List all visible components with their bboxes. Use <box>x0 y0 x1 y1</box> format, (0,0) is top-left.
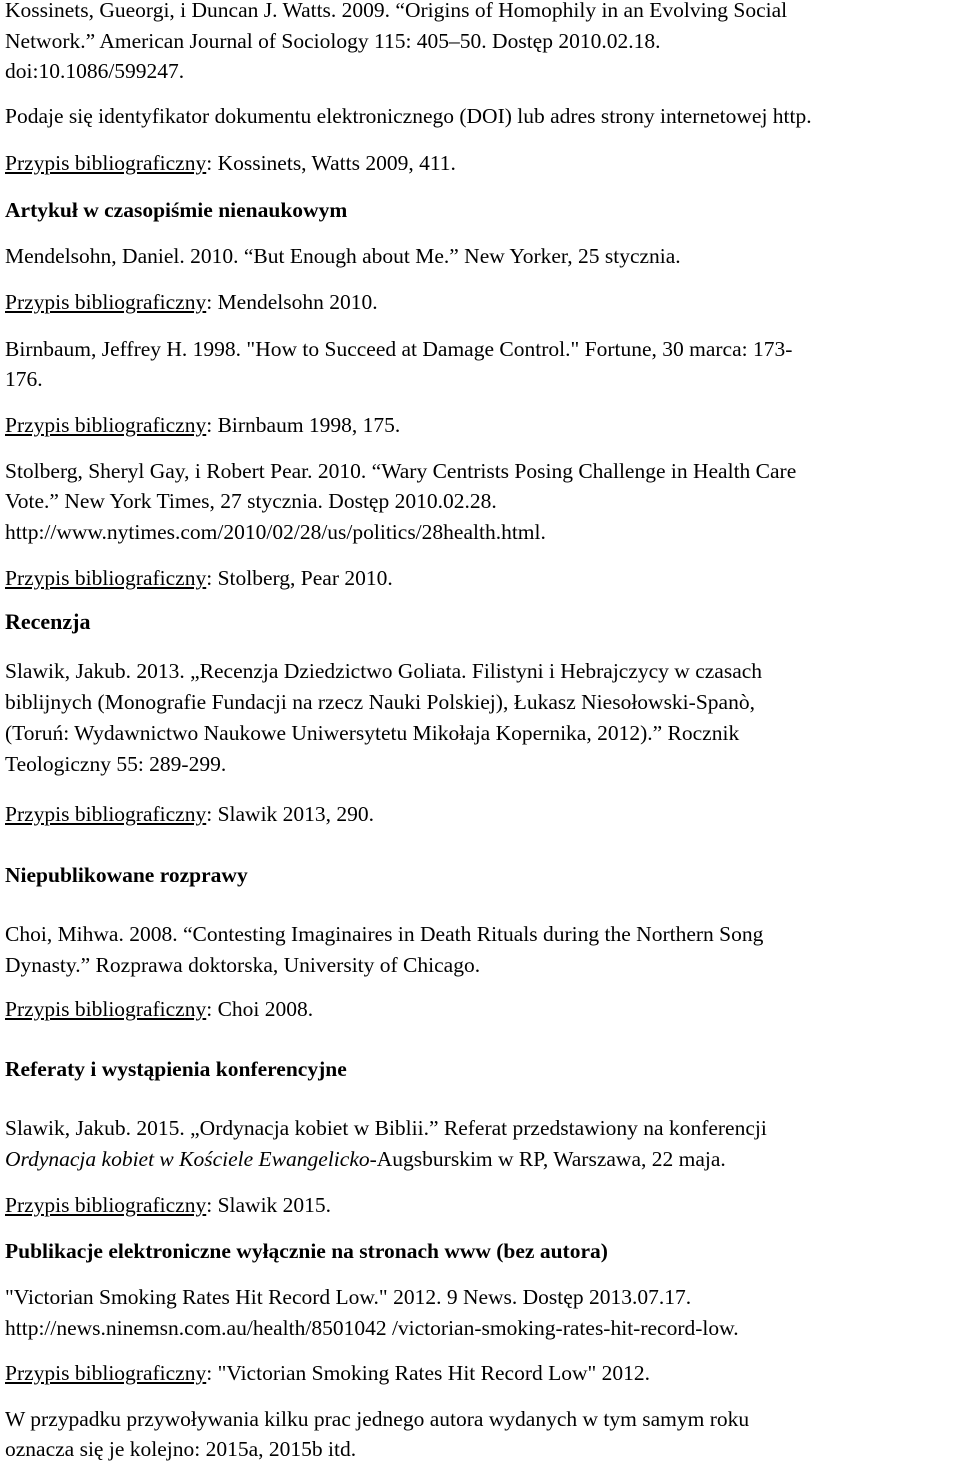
footnote-slawik-2013 <box>5 799 374 830</box>
footnote-text: : Kossinets, Watts 2009, 411. <box>206 151 456 175</box>
footnote-victorian <box>5 1358 650 1389</box>
bib-entry-victorian-line-2: http://news.ninemsn.com.au/health/8501042 /victorian-smoking-rates-hit-record-low. <box>5 1316 739 1340</box>
footnote-text: : Slawik 2015. <box>206 1193 332 1217</box>
footnote-label: Przypis bibliograficzny <box>5 802 207 826</box>
note-multiple-works-line-2: oznacza się je kolejno: 2015a, 2015b itd. <box>5 1437 357 1461</box>
section-heading-review: Recenzja <box>5 609 91 634</box>
note-multiple-works-line-1: W przypadku przywoływania kilku prac jednego autora wydanych w tym samym roku <box>5 1407 750 1431</box>
footnote-label: Przypis bibliograficzny <box>5 1193 207 1217</box>
footnote-text: : Mendelsohn 2010. <box>206 290 378 314</box>
bib-entry-slawik-2013-line-4: Teologiczny 55: 289-299. <box>5 752 227 776</box>
section-heading-nonacademic-article: Artykuł w czasopiśmie nienaukowym <box>5 198 348 222</box>
bib-entry-mendelsohn: Mendelsohn, Daniel. 2010. “But Enough about Me.” New Yorker, 25 stycznia. <box>5 244 681 268</box>
footnote-slawik-2015 <box>5 1190 331 1221</box>
bib-entry-victorian-line-1: "Victorian Smoking Rates Hit Record Low." 2012. 9 News. Dostęp 2013.07.17. <box>5 1285 692 1309</box>
footnote-text: : Birnbaum 1998, 175. <box>206 413 401 437</box>
bib-entry-slawik-2015-line-2 <box>5 1144 726 1175</box>
footnote-label: Przypis bibliograficzny <box>5 413 207 437</box>
bib-entry-choi-line-2: Dynasty.” Rozprawa doktorska, University of Chicago. <box>5 953 481 977</box>
footnote-birnbaum <box>5 410 400 441</box>
footnote-label: Przypis bibliograficzny <box>5 566 207 590</box>
doi-note: Podaje się identyfikator dokumentu elektronicznego (DOI) lub adres strony internetowej http. <box>5 104 812 128</box>
bib-entry-birnbaum-line-2: 176. <box>5 367 43 391</box>
footnote-choi <box>5 994 313 1025</box>
bib-entry-kossinets-line-1: Kossinets, Gueorgi, i Duncan J. Watts. 2009. “Origins of Homophily in an Evolving Social <box>5 0 788 22</box>
bib-entry-slawik-2013-line-3: (Toruń: Wydawnictwo Naukowe Uniwersytetu Mikołaja Kopernika, 2012).” Rocznik <box>5 721 740 745</box>
section-heading-unpublished-dissertations: Niepublikowane rozprawy <box>5 863 248 887</box>
footnote-label: Przypis bibliograficzny <box>5 997 207 1021</box>
conference-title: Ordynacja kobiet w Kościele Ewangelicko <box>5 1147 370 1171</box>
bib-entry-slawik-2015-line-1: Slawik, Jakub. 2015. „Ordynacja kobiet w Biblii.” Referat przedstawiony na konferencji <box>5 1116 767 1140</box>
bib-entry-choi-line-1: Choi, Mihwa. 2008. “Contesting Imaginaires in Death Rituals during the Northern Song <box>5 922 764 946</box>
bib-entry-kossinets-line-2: Network.” American Journal of Sociology 115: 405–50. Dostęp 2010.02.18. <box>5 29 661 53</box>
footnote-text: : Stolberg, Pear 2010. <box>206 566 393 590</box>
bib-entry-slawik-2013-line-1: Slawik, Jakub. 2013. „Recenzja Dziedzictwo Goliata. Filistyni i Hebrajczycy w czasach <box>5 659 763 683</box>
bib-entry-slawik-2013-line-2: biblijnych (Monografie Fundacji na rzecz Nauki Polskiej), Łukasz Niesołowski-Spanò, <box>5 690 755 714</box>
bib-entry-birnbaum-line-1: Birnbaum, Jeffrey H. 1998. "How to Succeed at Damage Control." Fortune, 30 marca: 173- <box>5 337 793 361</box>
conference-details: -Augsburskim w RP, Warszawa, 22 maja. <box>369 1147 726 1171</box>
bib-entry-stolberg-line-3: http://www.nytimes.com/2010/02/28/us/politics/28health.html. <box>5 520 546 544</box>
footnote-label: Przypis bibliograficzny <box>5 1361 207 1385</box>
bib-entry-stolberg-line-2: Vote.” New York Times, 27 stycznia. Dostęp 2010.02.28. <box>5 489 497 513</box>
footnote-text: : "Victorian Smoking Rates Hit Record Low" 2012. <box>206 1361 651 1385</box>
footnote-label: Przypis bibliograficzny <box>5 151 207 175</box>
footnote-label: Przypis bibliograficzny <box>5 290 207 314</box>
bib-entry-stolberg-line-1: Stolberg, Sheryl Gay, i Robert Pear. 2010. “Wary Centrists Posing Challenge in Health Care <box>5 459 797 483</box>
bib-entry-kossinets-line-3: doi:10.1086/599247. <box>5 59 185 83</box>
footnote-text: : Slawik 2013, 290. <box>206 802 375 826</box>
section-heading-electronic-publications: Publikacje elektroniczne wyłącznie na stronach www (bez autora) <box>5 1239 608 1263</box>
footnote-text: : Choi 2008. <box>206 997 314 1021</box>
footnote-kossinets <box>5 148 456 179</box>
footnote-mendelsohn <box>5 287 378 318</box>
footnote-stolberg <box>5 563 393 594</box>
section-heading-conference-papers: Referaty i wystąpienia konferencyjne <box>5 1057 347 1081</box>
